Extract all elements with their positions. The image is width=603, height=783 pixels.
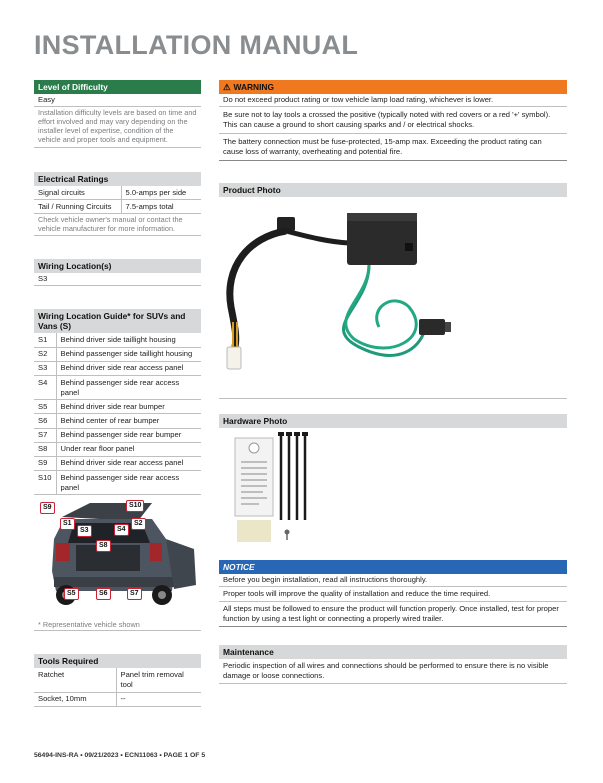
page-footer: 56494-INS-RA • 09/21/2023 • ECN11063 • PAGE 1 OF 5 bbox=[34, 752, 206, 759]
table-row bbox=[34, 333, 201, 347]
notice-line: All steps must be followed to ensure the product will function properly. Once installed, test for proper function by using a test light or connecting a properly wired trailer. bbox=[219, 602, 567, 627]
wiring-harness-image bbox=[219, 197, 567, 397]
pin-s4: S4 bbox=[114, 524, 129, 536]
wiring-guide-header: Wiring Location Guide* for SUVs and Vans (S) bbox=[34, 309, 201, 333]
pin-s3: S3 bbox=[77, 525, 92, 537]
notice-line: Proper tools will improve the quality of installation and reduce the time required. bbox=[219, 587, 567, 602]
pin-s10: S10 bbox=[126, 500, 144, 512]
table-cell: Behind driver side rear access panel bbox=[56, 456, 201, 470]
warning-icon: ⚠ bbox=[223, 82, 231, 92]
warning-header bbox=[219, 80, 567, 94]
table-cell: S4 bbox=[34, 375, 56, 399]
table-row bbox=[34, 442, 201, 456]
wiring-location-header: Wiring Location(s) bbox=[34, 259, 201, 273]
suv-rear-image bbox=[34, 499, 201, 617]
table-cell: S8 bbox=[34, 442, 56, 456]
table-cell: Behind center of rear bumper bbox=[56, 414, 201, 428]
table-cell: Signal circuits bbox=[34, 186, 121, 200]
notice-line: Before you begin installation, read all instructions thoroughly. bbox=[219, 574, 567, 587]
right-column bbox=[219, 80, 567, 684]
table-cell: S6 bbox=[34, 414, 56, 428]
difficulty-header: Level of Difficulty bbox=[34, 80, 201, 94]
table-cell: Socket, 10mm bbox=[34, 692, 116, 706]
table-cell: Tail / Running Circuits bbox=[34, 200, 121, 214]
table-cell: Behind passenger side rear access panel bbox=[56, 375, 201, 399]
pin-s9: S9 bbox=[40, 502, 55, 514]
pin-s7: S7 bbox=[127, 588, 142, 600]
tools-header: Tools Required bbox=[34, 654, 201, 668]
table-cell: Panel trim removal tool bbox=[116, 668, 201, 692]
table-row bbox=[34, 471, 201, 495]
table-row bbox=[34, 200, 201, 214]
table-cell: 5.0-amps per side bbox=[121, 186, 201, 200]
table-row bbox=[34, 692, 201, 706]
table-cell: Behind passenger side taillight housing bbox=[56, 347, 201, 361]
page-title: INSTALLATION MANUAL bbox=[34, 30, 359, 60]
table-cell: S5 bbox=[34, 400, 56, 414]
electrical-header: Electrical Ratings bbox=[34, 172, 201, 186]
pin-s8: S8 bbox=[96, 540, 111, 552]
electrical-note: Check vehicle owner's manual or contact the vehicle manufacturer for more information. bbox=[34, 214, 201, 236]
tools-table bbox=[34, 668, 201, 707]
notice-header: NOTICE bbox=[219, 560, 567, 574]
warning-line: Do not exceed product rating or tow vehicle lamp load rating, whichever is lower. bbox=[219, 94, 567, 107]
table-cell: S7 bbox=[34, 428, 56, 442]
hardware-image bbox=[219, 428, 567, 552]
table-cell: 7.5-amps total bbox=[121, 200, 201, 214]
maintenance-header: Maintenance bbox=[219, 645, 567, 659]
vehicle-footnote: * Representative vehicle shown bbox=[34, 619, 201, 631]
warning-title: WARNING bbox=[233, 82, 274, 92]
table-cell: Behind driver side taillight housing bbox=[56, 333, 201, 347]
vehicle-diagram bbox=[34, 499, 201, 617]
wiring-location-value: S3 bbox=[34, 273, 201, 286]
table-cell: Behind passenger side rear access panel bbox=[56, 471, 201, 495]
product-photo-header: Product Photo bbox=[219, 183, 567, 197]
table-row bbox=[34, 347, 201, 361]
table-cell: S9 bbox=[34, 456, 56, 470]
pin-s6: S6 bbox=[96, 588, 111, 600]
table-row bbox=[34, 428, 201, 442]
table-row bbox=[34, 375, 201, 399]
table-row bbox=[34, 668, 201, 692]
pin-s1: S1 bbox=[60, 518, 75, 530]
table-cell: Behind driver side rear access panel bbox=[56, 361, 201, 375]
hardware-photo bbox=[219, 428, 567, 552]
table-cell: S3 bbox=[34, 361, 56, 375]
table-cell: Ratchet bbox=[34, 668, 116, 692]
table-row bbox=[34, 361, 201, 375]
pin-s5: S5 bbox=[64, 588, 79, 600]
table-cell: Behind passenger side rear bumper bbox=[56, 428, 201, 442]
table-row bbox=[34, 400, 201, 414]
wiring-guide-table bbox=[34, 333, 201, 495]
table-cell: -- bbox=[116, 692, 201, 706]
maintenance-text: Periodic inspection of all wires and connections should be performed to ensure there is no visible damage or loose connections. bbox=[219, 659, 567, 684]
table-cell: S2 bbox=[34, 347, 56, 361]
table-cell: Behind driver side rear bumper bbox=[56, 400, 201, 414]
table-row bbox=[34, 186, 201, 200]
left-column bbox=[34, 80, 201, 707]
difficulty-note: Installation difficulty levels are based on time and effort involved and may vary depending on the installer level of expertise, condition of the vehicle and proper tools and equipment. bbox=[34, 107, 201, 148]
electrical-table bbox=[34, 186, 201, 214]
difficulty-level: Easy bbox=[34, 94, 201, 107]
pin-s2: S2 bbox=[131, 518, 146, 530]
table-cell: S1 bbox=[34, 333, 56, 347]
table-row bbox=[34, 456, 201, 470]
table-cell: Under rear floor panel bbox=[56, 442, 201, 456]
product-photo bbox=[219, 197, 567, 399]
table-cell: S10 bbox=[34, 471, 56, 495]
warning-line: The battery connection must be fuse-protected, 15-amp max. Exceeding the product rating can cause loss of warranty, overheating and potential fire. bbox=[219, 134, 567, 161]
hardware-photo-header: Hardware Photo bbox=[219, 414, 567, 428]
table-row bbox=[34, 414, 201, 428]
warning-line: Be sure not to lay tools a crossed the positive (typically noted with red covers or a red '+' symbol). This can cause a ground to short causing sparks and / or electrical shocks. bbox=[219, 107, 567, 134]
